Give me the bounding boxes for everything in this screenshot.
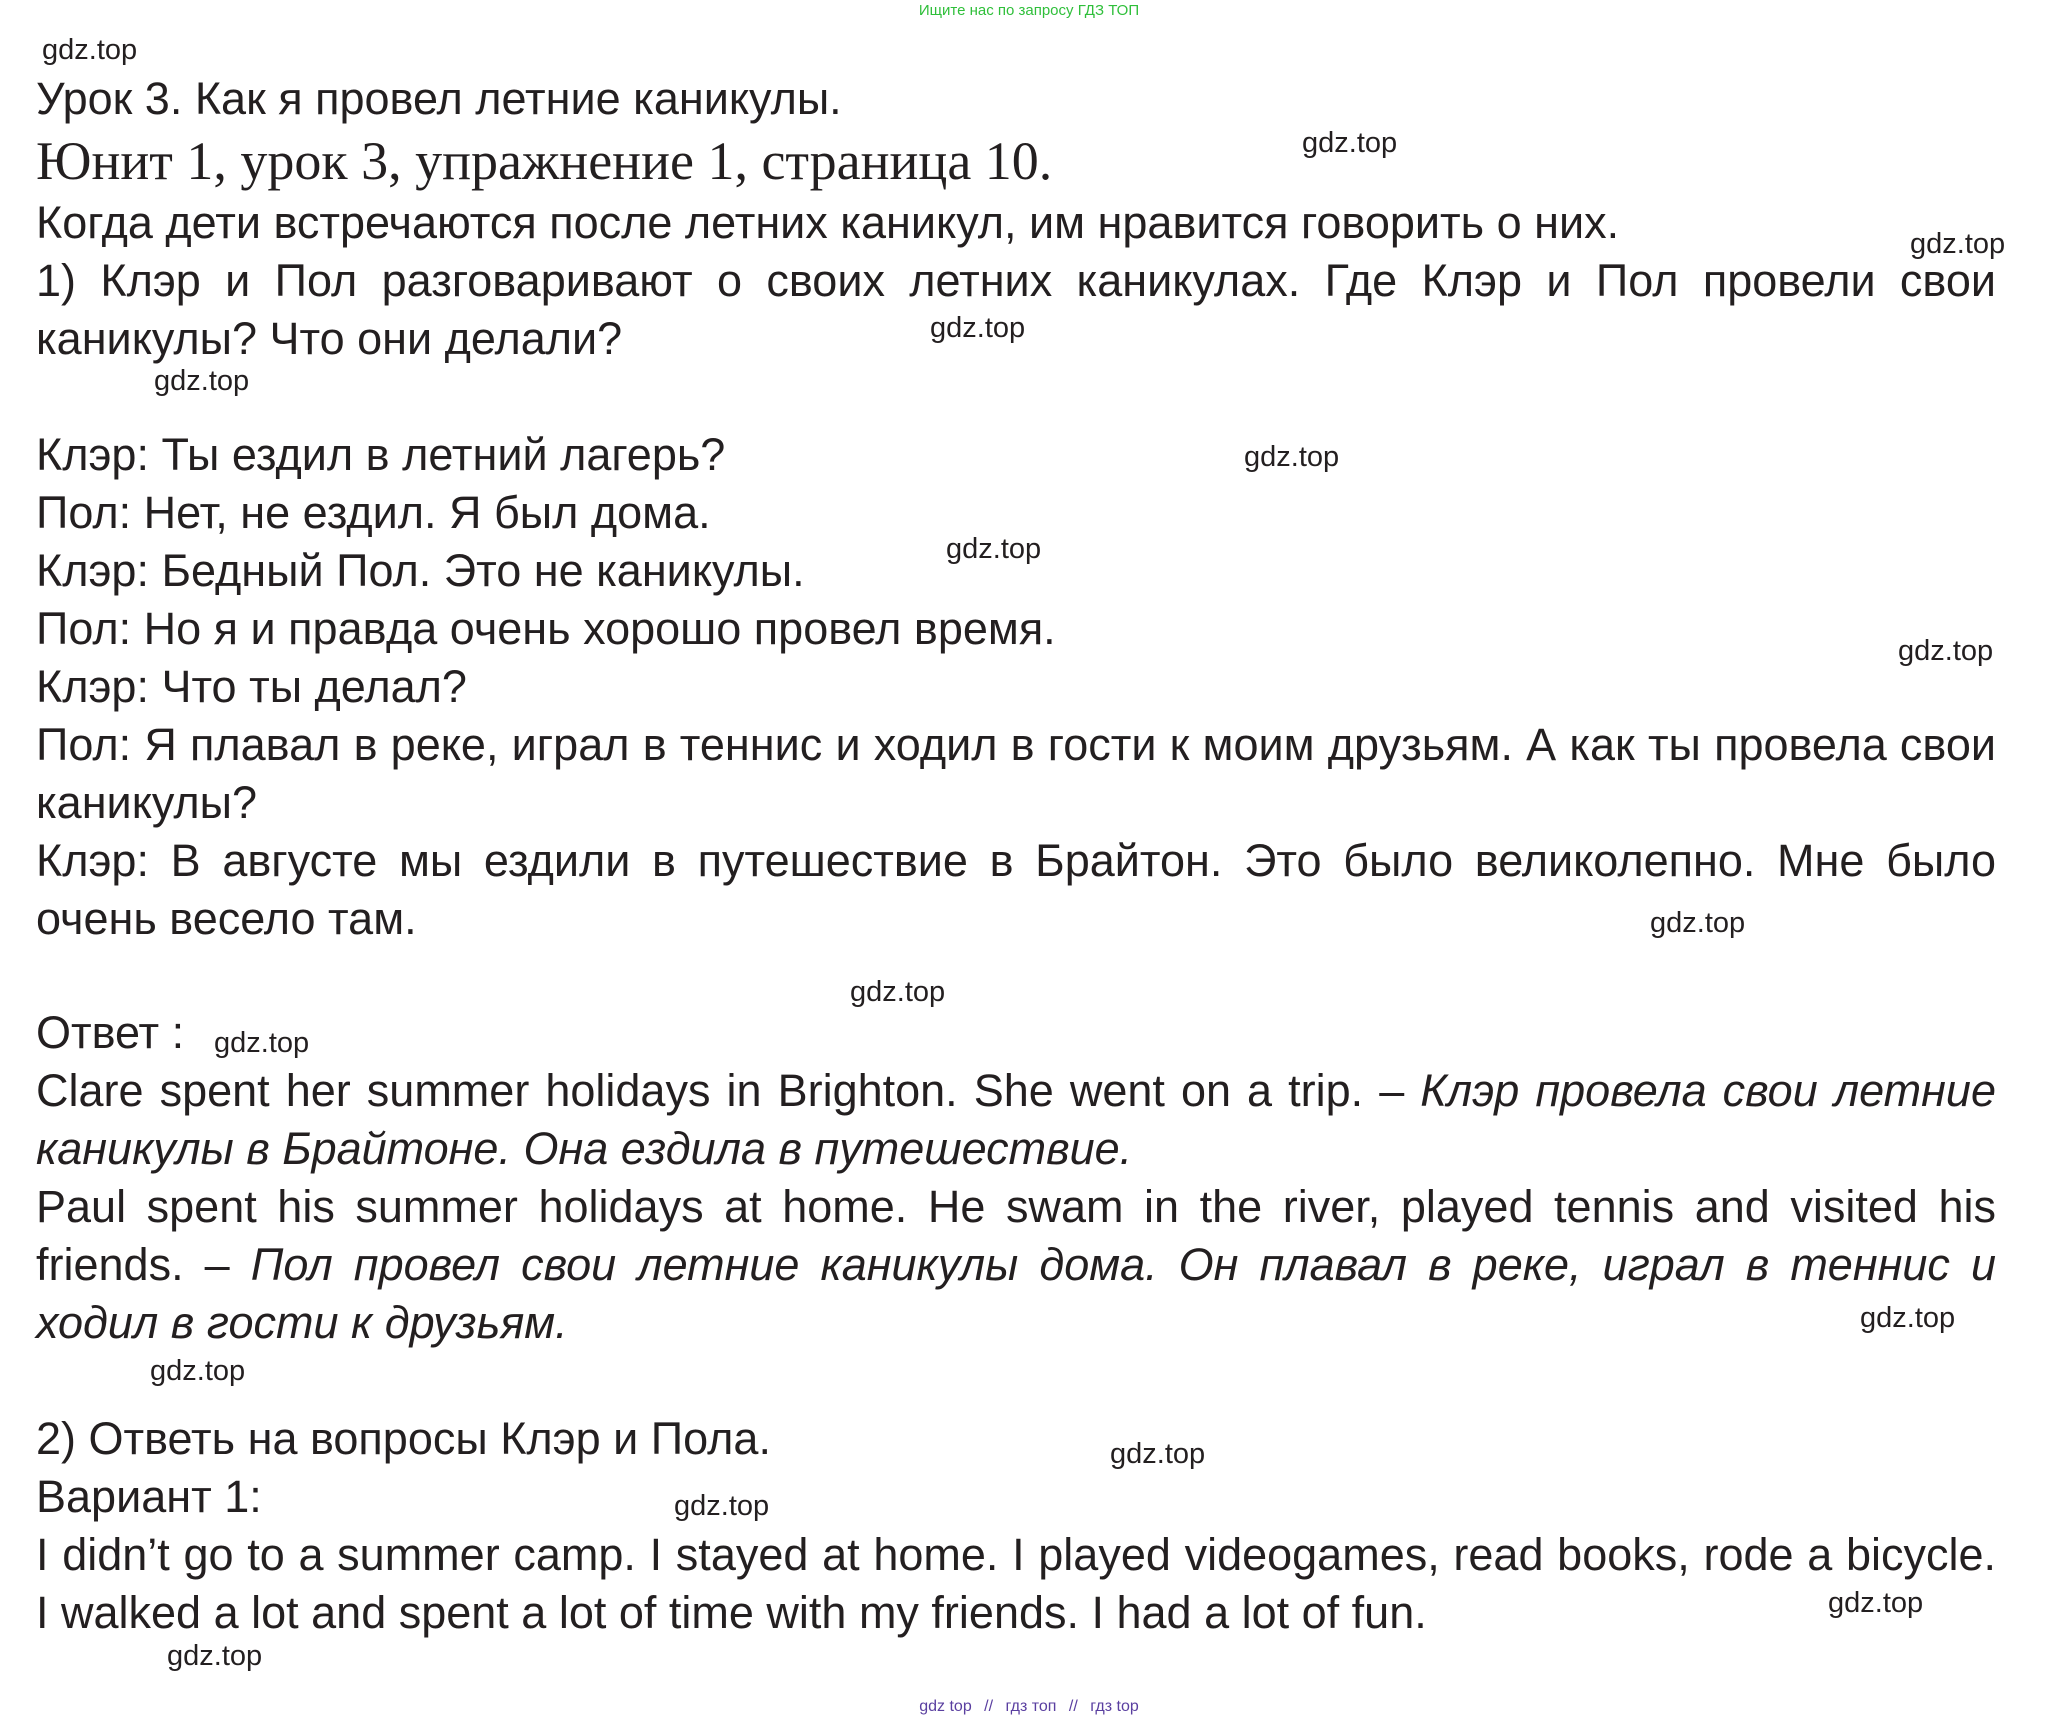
dialogue-line: Клэр: В августе мы ездили в путешествие в Брайтон. Это было великолепно. Мне было очень весело там. xyxy=(36,835,1996,944)
dialogue-line: Клэр: Бедный Пол. Это не каникулы. xyxy=(36,545,805,596)
watermark: gdz.top xyxy=(930,312,1026,344)
answer-label: Ответ : xyxy=(36,1007,185,1058)
watermark: gdz.top xyxy=(674,1490,770,1522)
watermark: gdz.top xyxy=(42,34,138,66)
watermark: gdz.top xyxy=(1302,127,1398,159)
top-banner: Ищите нас по запросу ГДЗ ТОП xyxy=(918,2,1140,19)
exercise-subtitle: Юнит 1, урок 3, упражнение 1, страница 10. xyxy=(36,131,1053,191)
answer-1 xyxy=(36,1062,1996,1178)
footer-link[interactable]: гдз топ xyxy=(1005,1698,1057,1715)
dialogue-line: Пол: Нет, не ездил. Я был дома. xyxy=(36,487,711,538)
answer-2-english: Paul spent his summer holidays at home. He swam in the river, played tennis and visited his friends. – xyxy=(36,1181,1996,1290)
watermark: gdz.top xyxy=(1244,441,1340,473)
answer-1-english: Clare spent her summer holidays in Brighton. She went on a trip. – xyxy=(36,1065,1405,1116)
watermark: gdz.top xyxy=(1650,907,1746,939)
answer-2-translation: Пол провел свои летние каникулы дома. Он плавал в реке, играл в теннис и ходил в гости к друзьям. xyxy=(36,1239,1996,1348)
dialogue-line: Клэр: Что ты делал? xyxy=(36,661,467,712)
watermark: gdz.top xyxy=(150,1355,246,1387)
watermark: gdz.top xyxy=(167,1640,263,1672)
variant-1-text: I didn’t go to a summer camp. I stayed at home. I played videogames, read books, rode a bicycle. I walked a lot and spent a lot of time with my friends. I had a lot of fun. xyxy=(36,1529,1996,1638)
watermark: gdz.top xyxy=(1110,1438,1206,1470)
answer-2 xyxy=(36,1178,1996,1352)
task-2: 2) Ответь на вопросы Клэр и Пола. xyxy=(36,1413,771,1464)
answer-1-translation: Клэр провела свои летние каникулы в Брайтоне. Она ездила в путешествие. xyxy=(36,1065,1996,1174)
watermark: gdz.top xyxy=(946,533,1042,565)
watermark: gdz.top xyxy=(850,976,946,1008)
dialogue-line: Пол: Я плавал в реке, играл в теннис и ходил в гости к моим друзьям. А как ты провела свои каникулы? xyxy=(36,719,1996,828)
footer xyxy=(0,1698,2058,1716)
watermark: gdz.top xyxy=(154,365,250,397)
footer-separator: // xyxy=(984,1698,994,1715)
watermark: gdz.top xyxy=(1898,635,1994,667)
dialogue-line: Клэр: Ты ездил в летний лагерь? xyxy=(36,429,726,480)
watermark: gdz.top xyxy=(214,1027,310,1059)
variant-label: Вариант 1: xyxy=(36,1471,262,1522)
watermark: gdz.top xyxy=(1860,1302,1956,1334)
intro-text: Когда дети встречаются после летних каникул, им нравится говорить о них. xyxy=(36,197,1620,248)
footer-separator: // xyxy=(1068,1698,1078,1715)
footer-link[interactable]: gdz top xyxy=(919,1698,972,1715)
watermark: gdz.top xyxy=(1828,1587,1924,1619)
lesson-title: Урок 3. Как я провел летние каникулы. xyxy=(36,73,842,124)
watermark: gdz.top xyxy=(1910,228,2006,260)
task-1: 1) Клэр и Пол разговаривают о своих летних каникулах. Где Клэр и Пол провели свои каникулы? Что они делали? xyxy=(36,255,1996,364)
footer-link[interactable]: гдз top xyxy=(1090,1698,1139,1715)
dialogue-line: Пол: Но я и правда очень хорошо провел время. xyxy=(36,603,1056,654)
